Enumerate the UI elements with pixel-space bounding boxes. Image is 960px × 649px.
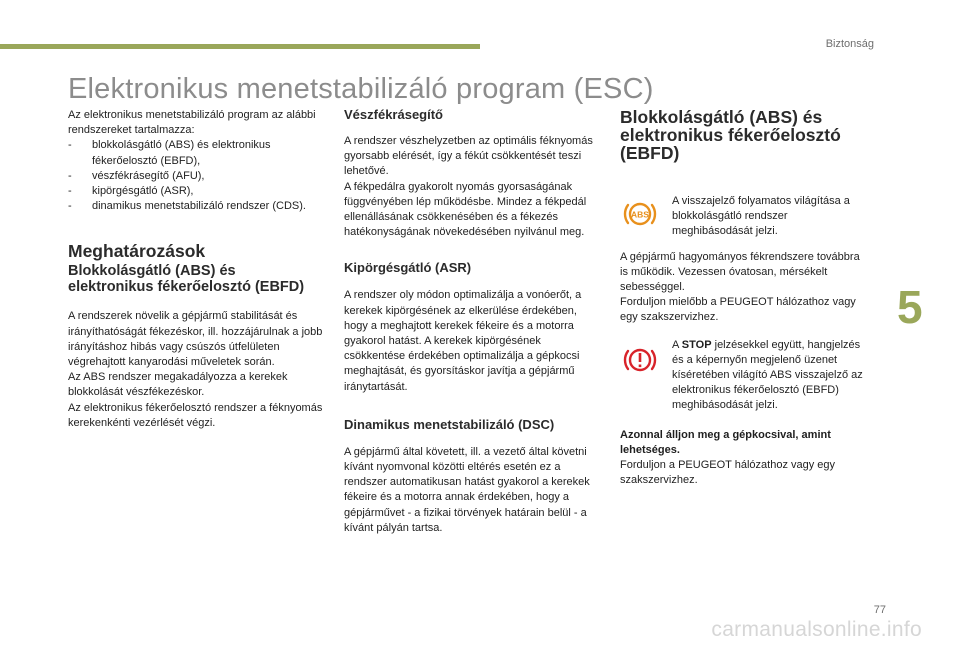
abs-warning-block <box>620 194 866 240</box>
afu-description <box>344 134 600 240</box>
watermark: carmanualsonline.info <box>711 618 922 641</box>
stop-now-block <box>620 428 866 489</box>
header-accent-bar <box>0 44 480 49</box>
page-title: Elektronikus menetstabilizáló program (ESC) <box>68 73 654 105</box>
abs-paragraph: Az ABS rendszer megakadályozza a kerekek blokkolását vészfékezéskor. <box>68 371 288 399</box>
intro-text: Az elektronikus menetstabilizáló program az alábbi rendszereket tartalmazza: <box>68 109 316 137</box>
stop-now-text: Azonnal álljon meg a gépkocsival, amint lehetséges. <box>620 428 831 456</box>
page-number: 77 <box>873 604 886 616</box>
asr-heading: Kipörgésgátló (ASR) <box>344 260 472 276</box>
dsc-text: A gépjármű által követett, ill. a vezető által követni kívánt nyomvonal közötti eltérés esetén ez a rendszer automatikusan hatást gyakorol a kerekek fékeire és a motorra annak érdekében, hogy a gépjárművet - a fizikai törvények határain belül - a kívánt pályán tartsa. <box>344 445 590 534</box>
systems-list <box>68 138 324 214</box>
abs-paragraph: A rendszerek növelik a gépjármű stabilitását és irányíthatóságát fékezéskor, ill. hozzájárulnak a jobb irányításhoz hibás vagy csúszós útfelületen végrehajtott kanyarodási műveletek során. <box>68 310 323 369</box>
abs-ebfd-heading: Blokkolásgátló (ABS) és elektronikus fékerőelosztó (EBFD) <box>620 107 841 163</box>
abs-icon-label: ABS <box>631 209 649 220</box>
list-item: - blokkolásgátló (ABS) és elektronikus fékerőelosztó (EBFD), <box>68 139 271 167</box>
afu-heading: Vészfékrásegítő <box>344 107 443 122</box>
list-item: - kipörgésgátló (ASR), <box>68 185 194 198</box>
definitions-heading: Meghatározások <box>68 241 206 262</box>
list-item: - vészfékrásegítő (AFU), <box>68 169 205 182</box>
contact-text: Forduljon a PEUGEOT hálózathoz vagy egy szakszervizhez. <box>620 459 836 487</box>
afu-paragraph: A rendszer vészhelyzetben az optimális féknyomás gyorsabb elérését, így a fékút csökkentését teszi lehetővé. <box>344 135 593 178</box>
column-1 <box>68 108 324 431</box>
continue-block <box>620 250 866 326</box>
stop-label: STOP <box>681 338 712 351</box>
column-2 <box>344 108 600 536</box>
abs-warning-icon <box>620 194 672 239</box>
abs-warning-text: A visszajelző folyamatos világítása a blokkolásgátló rendszer meghibásodását jelzi. <box>672 195 850 238</box>
list-item: - dinamikus menetstabilizáló rendszer (CDS). <box>68 200 306 213</box>
column-3 <box>620 108 866 488</box>
abs-paragraph: Az elektronikus fékerőelosztó rendszer a féknyomás kerekenkénti vezérlését végzi. <box>68 401 323 429</box>
afu-paragraph: A fékpedálra gyakorolt nyomás gyorsaságának függvényében lép működésbe. Mindez a fékpedál ellenállásának csökkenésében és a fékezés hatékonyságának növekedésében nyilvánul meg. <box>344 180 587 239</box>
brake-warning-icon <box>620 338 672 385</box>
stop-warning-text: A STOP jelzésekkel együtt, hangjelzés és a képernyőn megjelenő üzenet kíséretében világító ABS visszajelző az elektronikus fékerőelosztó (EBFD) meghibásodását jelzi. <box>672 338 863 412</box>
chapter-number: 5 <box>897 281 923 333</box>
abs-description <box>68 309 324 431</box>
asr-text: A rendszer oly módon optimalizálja a vonóerőt, a kerekek kipörgésének az elkerülése érdekében, hogy a meghajtott kerekek fékeire és a motorra gyakorol hatást. A kerekek kipörgésének csökkentése érdekében optimalizálja a gépkocsi meghajtását, és gyorsításkor javítja a gépjármű iránytartását. <box>344 289 582 393</box>
continue-paragraph: A gépjármű hagyományos fékrendszere továbbra is működik. Vezessen óvatosan, mérsékelt sebességgel. <box>620 250 860 294</box>
abs-heading: Blokkolásgátló (ABS) és elektronikus fékerőelosztó (EBFD) <box>68 263 305 296</box>
section-label: Biztonság <box>825 38 874 50</box>
stop-warning-block <box>620 338 866 414</box>
continue-paragraph: Forduljon mielőbb a PEUGEOT hálózathoz vagy egy szakszervizhez. <box>620 296 856 324</box>
dsc-heading: Dinamikus menetstabilizáló (DSC) <box>344 416 555 432</box>
